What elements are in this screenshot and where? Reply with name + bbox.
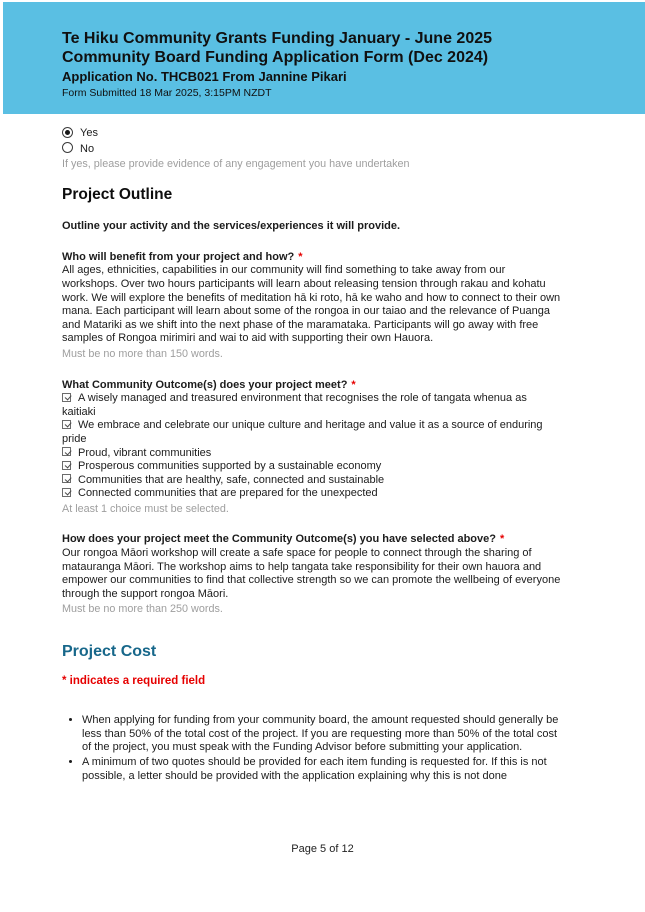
outcome-choice[interactable] (62, 460, 563, 474)
question-label: How does your project meet the Community Outcome(s) you have selected above? * (62, 533, 505, 546)
choice-label: A wisely managed and treasured environment that recognises the role of tangata whenua as kaitiaki (62, 392, 527, 418)
checkbox-checked-icon[interactable] (62, 420, 71, 429)
choice-label: Proud, vibrant communities (78, 446, 212, 459)
word-limit-hint: Must be no more than 150 words. (62, 347, 223, 360)
radio-option-no[interactable] (62, 141, 563, 157)
form-submitted-timestamp: Form Submitted 18 Mar 2025, 3:15PM NZDT (62, 87, 272, 99)
page-indicator: Page 5 of 12 (291, 843, 354, 855)
outcome-choice[interactable] (62, 487, 563, 501)
radio-option-label: No (80, 142, 95, 155)
guideline-item: • When applying for funding from your community board, the amount requested should generally be less than 50% of the total cost of the project. If you are requesting more than 50% of the total cost of the project, you must speak with the Funding Advisor before submitting your application. (82, 714, 563, 755)
outcome-choice[interactable] (62, 419, 563, 446)
question-community-outcomes (62, 379, 563, 517)
outline-intro-text: Outline your activity and the services/experiences it will provide. (62, 220, 401, 233)
checkbox-checked-icon[interactable] (62, 461, 71, 470)
radio-unselected-icon[interactable] (62, 142, 73, 153)
community-outcome-choices (62, 392, 563, 501)
project-cost-guidelines (62, 714, 563, 783)
outcome-choice[interactable] (62, 447, 563, 461)
choice-label: We embrace and celebrate our unique culture and heritage and value it as a source of enduring pride (62, 419, 543, 445)
outcome-choice[interactable] (62, 392, 563, 419)
radio-option-label: Yes (80, 127, 98, 139)
project-outline-heading: Project Outline (62, 185, 173, 203)
engagement-hint-text: If yes, please provide evidence of any engagement you have undertaken (62, 158, 410, 170)
checkbox-checked-icon[interactable] (62, 488, 71, 497)
checkbox-checked-icon[interactable] (62, 474, 71, 483)
form-content (62, 125, 563, 783)
checkbox-checked-icon[interactable] (62, 447, 71, 456)
form-title-line1: Te Hiku Community Grants Funding January - June 2025 (62, 30, 493, 47)
outcome-choice[interactable] (62, 474, 563, 488)
word-limit-hint: Must be no more than 250 words. (62, 603, 223, 616)
radio-selected-icon[interactable] (62, 127, 73, 138)
question-answer-text: All ages, ethnicities, capabilities in our community will find something to take away from our workshops. Over two hours participants will learn about releasing tension through rakau and kohatu work. We will explore the benefits of meditation hā ki roto, hā ke waho and how to connect to their own mana. Each participant will learn about some of the rongoa in our taiao and the relevance of Puanga and Matariki as we shift into the next phase of the maramataka. Participants will go away with free samples of Rongoa mirimiri and wai to aid with supporting their own Hauora. (62, 264, 561, 345)
choice-requirement-hint: At least 1 choice must be selected. (62, 502, 229, 515)
required-field-note: * indicates a required field (62, 674, 206, 687)
form-header-banner (3, 2, 645, 114)
choice-label: Communities that are healthy, safe, connected and sustainable (78, 473, 385, 486)
radio-option-yes[interactable] (62, 125, 563, 141)
question-answer-text: Our rongoa Māori workshop will create a safe space for people to connect through the sharing of matauranga Māori. The workshop aims to help tangata take responsibility for their own hauora and empower our communities to find that collective strength so we can promote the wellbeing of everyone through the support rongoa Māori. (62, 547, 561, 600)
engagement-radio-group (62, 125, 563, 172)
guideline-item: • A minimum of two quotes should be provided for each item funding is requested for. If this is not possible, a letter should be provided with the application explaining why this is not done (82, 756, 563, 783)
required-asterisk: * (351, 378, 356, 391)
question-who-will-benefit (62, 251, 563, 362)
choice-label: Prosperous communities supported by a sustainable economy (78, 460, 382, 473)
question-how-project-meets-outcomes (62, 533, 563, 617)
choice-label: Connected communities that are prepared for the unexpected (78, 487, 378, 500)
checkbox-checked-icon[interactable] (62, 393, 71, 402)
project-cost-heading: Project Cost (62, 643, 157, 661)
application-number-line: Application No. THCB021 From Jannine Pikari (62, 69, 347, 84)
form-title-line2: Community Board Funding Application Form (Dec 2024) (62, 49, 489, 66)
question-label: Who will benefit from your project and how? * (62, 250, 303, 263)
question-label: What Community Outcome(s) does your project meet? * (62, 378, 356, 391)
required-asterisk: * (499, 533, 505, 546)
required-asterisk: * (298, 250, 303, 263)
